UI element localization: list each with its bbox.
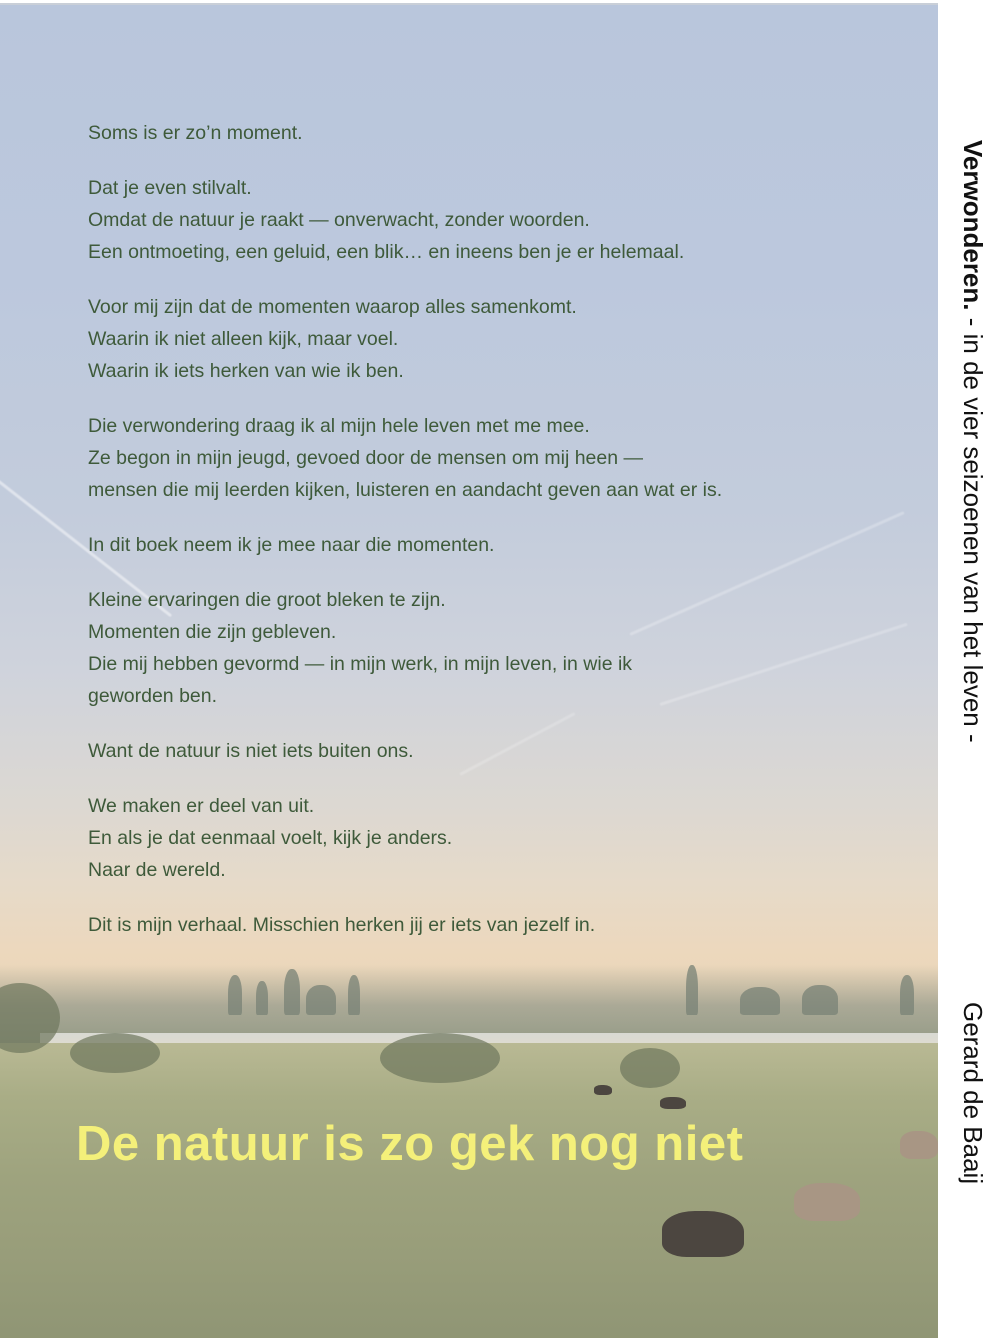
text-line: Kleine ervaringen die groot bleken te zijn.: [88, 589, 446, 611]
text-line: Ze begon in mijn jeugd, gevoed door de mensen om mij heen —: [88, 447, 643, 469]
shrub: [620, 1048, 680, 1088]
top-edge-line: [0, 3, 938, 5]
paragraph: [88, 584, 878, 712]
text-line: Dat je even stilvalt.: [88, 177, 252, 199]
text-line: Momenten die zijn gebleven.: [88, 621, 337, 643]
spine-subtitle: - in de vier seizoenen van het leven -: [958, 310, 988, 743]
tree: [284, 969, 300, 1015]
cow: [594, 1085, 612, 1095]
tree: [306, 985, 336, 1015]
text-line: Die verwondering draag ik al mijn hele leven met me mee.: [88, 415, 590, 437]
tree: [740, 987, 780, 1015]
spine-title: [938, 140, 1007, 743]
tree: [900, 975, 914, 1015]
cow: [662, 1211, 744, 1257]
text-line: Dit is mijn verhaal. Misschien herken jij er iets van jezelf in.: [88, 914, 596, 936]
paragraph: [88, 117, 878, 149]
paragraph: [88, 529, 878, 561]
tree: [686, 965, 698, 1015]
shrub: [380, 1033, 500, 1083]
text-line: Voor mij zijn dat de momenten waarop alles samenkomt.: [88, 296, 577, 318]
text-line: Soms is er zo’n moment.: [88, 122, 303, 144]
text-line: Een ontmoeting, een geluid, een blik… en ineens ben je er helemaal.: [88, 241, 685, 263]
back-cover: [0, 3, 938, 1338]
shrub: [70, 1033, 160, 1073]
cover-body-text: [88, 117, 878, 964]
spine-title-bold: Verwonderen.: [958, 140, 988, 311]
cow: [794, 1183, 860, 1221]
text-line: Omdat de natuur je raakt — onverwacht, zonder woorden.: [88, 209, 590, 231]
paragraph: [88, 909, 878, 941]
text-line: Waarin ik niet alleen kijk, maar voel.: [88, 328, 399, 350]
tree: [802, 985, 838, 1015]
tree: [348, 975, 360, 1015]
cow: [660, 1097, 686, 1109]
paragraph: [88, 790, 878, 886]
paragraph: [88, 735, 878, 767]
paragraph: [88, 291, 878, 387]
text-line: In dit boek neem ik je mee naar die momenten.: [88, 534, 495, 556]
paragraph: [88, 410, 878, 506]
text-line: We maken er deel van uit.: [88, 795, 315, 817]
text-line: geworden ben.: [88, 685, 218, 707]
text-line: Waarin ik iets herken van wie ik ben.: [88, 360, 404, 382]
meadow: [0, 1043, 938, 1338]
book-spine: [938, 0, 1007, 1338]
text-line: En als je dat eenmaal voelt, kijk je anders.: [88, 827, 453, 849]
cover-title: De natuur is zo gek nog niet: [76, 1117, 744, 1171]
text-line: Naar de wereld.: [88, 859, 226, 881]
cow: [900, 1131, 938, 1159]
text-line: mensen die mij leerden kijken, luisteren en aandacht geven aan wat er is.: [88, 479, 723, 501]
tree: [256, 981, 268, 1015]
paragraph: [88, 172, 878, 268]
spine-author: Gerard de Baaij: [958, 1002, 988, 1185]
tree: [228, 975, 242, 1015]
text-line: Die mij hebben gevormd — in mijn werk, in mijn leven, in wie ik: [88, 653, 633, 675]
text-line: Want de natuur is niet iets buiten ons.: [88, 740, 414, 762]
